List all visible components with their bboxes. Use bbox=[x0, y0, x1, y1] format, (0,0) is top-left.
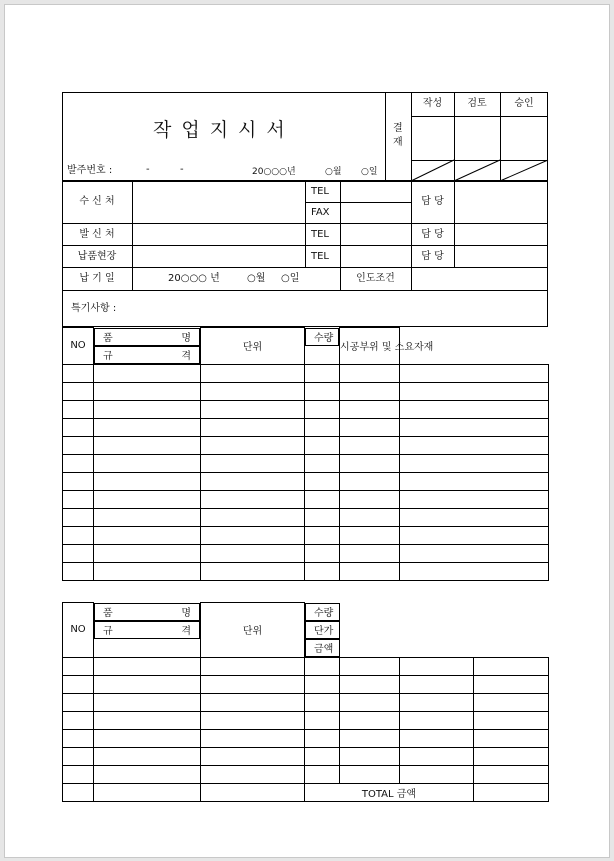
total-row bbox=[63, 783, 549, 801]
work-item-cell-unit[interactable] bbox=[305, 526, 340, 544]
site-tel-field[interactable] bbox=[341, 246, 411, 267]
work-item-cell-no[interactable] bbox=[63, 454, 94, 472]
col-header-qty: 수 량 bbox=[305, 328, 339, 346]
delivery-terms-field[interactable] bbox=[412, 268, 548, 290]
work-item-cell-spec[interactable] bbox=[201, 418, 305, 436]
price-item-cell-unit[interactable] bbox=[305, 765, 340, 783]
sender-manager-label: 담 당 bbox=[421, 229, 444, 240]
price-item-cell-unit[interactable] bbox=[305, 675, 340, 693]
work-item-cell-item[interactable] bbox=[94, 472, 201, 490]
price-item-cell-amount[interactable] bbox=[474, 693, 549, 711]
approval-label: 결 재 bbox=[393, 123, 403, 148]
work-item-cell-spec[interactable] bbox=[201, 382, 305, 400]
work-item-cell-unit[interactable] bbox=[305, 544, 340, 562]
price-item-cell-amount[interactable] bbox=[474, 765, 549, 783]
work-item-cell-qty[interactable] bbox=[340, 472, 400, 490]
recipient-label: 수 신 처 bbox=[79, 196, 115, 207]
remarks-label: 특기사항 : bbox=[71, 303, 117, 314]
col-header-no: NO bbox=[63, 603, 94, 658]
due-date-label: 납 기 일 bbox=[79, 273, 115, 284]
price-item-cell-spec[interactable] bbox=[201, 765, 305, 783]
price-item-cell-amount[interactable] bbox=[474, 675, 549, 693]
work-item-cell-item[interactable] bbox=[94, 436, 201, 454]
price-item-cell-amount[interactable] bbox=[474, 747, 549, 765]
work-item-cell-item[interactable] bbox=[94, 418, 201, 436]
approval-col-approve: 승인 bbox=[514, 98, 534, 109]
col-header-spec: 규 격 bbox=[94, 621, 200, 639]
col-header-unit: 단위 bbox=[201, 328, 305, 365]
approval-signature-box-write[interactable] bbox=[412, 117, 454, 160]
order-date-day: ○일 bbox=[361, 167, 378, 177]
work-item-cell-item[interactable] bbox=[94, 544, 201, 562]
work-item-cell-unit[interactable] bbox=[305, 364, 340, 382]
price-item-cell-item[interactable] bbox=[94, 657, 201, 675]
total-item-cell[interactable] bbox=[94, 783, 201, 801]
work-item-cell-qty[interactable] bbox=[340, 490, 400, 508]
work-item-cell-usage[interactable] bbox=[400, 472, 549, 490]
work-item-cell-usage[interactable] bbox=[400, 490, 549, 508]
work-item-cell-unit[interactable] bbox=[305, 490, 340, 508]
work-item-cell-spec[interactable] bbox=[201, 472, 305, 490]
price-item-cell-spec[interactable] bbox=[201, 693, 305, 711]
work-item-row bbox=[63, 508, 549, 526]
price-item-cell-unit[interactable] bbox=[305, 747, 340, 765]
col-header-unit-price: 단 가 bbox=[305, 621, 340, 639]
price-item-cell-spec[interactable] bbox=[201, 711, 305, 729]
due-date-year: 20○○○ 년 bbox=[168, 273, 220, 284]
work-item-cell-item[interactable] bbox=[94, 364, 201, 382]
price-item-cell-qty[interactable] bbox=[340, 747, 400, 765]
document-page bbox=[4, 4, 610, 858]
work-item-cell-unit[interactable] bbox=[305, 472, 340, 490]
price-item-cell-no[interactable] bbox=[63, 747, 94, 765]
col-header-spec: 규 격 bbox=[94, 346, 200, 364]
price-item-cell-qty[interactable] bbox=[340, 657, 400, 675]
price-item-cell-item[interactable] bbox=[94, 711, 201, 729]
work-item-cell-no[interactable] bbox=[63, 400, 94, 418]
price-item-row bbox=[63, 693, 549, 711]
recipient-manager-label: 담 당 bbox=[421, 196, 444, 207]
work-item-cell-qty[interactable] bbox=[340, 382, 400, 400]
site-manager-field[interactable] bbox=[455, 246, 548, 267]
price-item-row bbox=[63, 711, 549, 729]
work-item-cell-qty[interactable] bbox=[340, 436, 400, 454]
price-item-cell-spec[interactable] bbox=[201, 675, 305, 693]
work-item-cell-no[interactable] bbox=[63, 508, 94, 526]
price-item-cell-qty[interactable] bbox=[340, 675, 400, 693]
work-item-row bbox=[63, 364, 549, 382]
recipient-manager-field[interactable] bbox=[455, 182, 548, 223]
work-item-row bbox=[63, 490, 549, 508]
col-header-item: 품 명 bbox=[94, 328, 200, 346]
work-item-cell-spec[interactable] bbox=[201, 454, 305, 472]
remarks-field[interactable] bbox=[130, 291, 548, 327]
price-item-row bbox=[63, 765, 549, 783]
order-date-year: 20○○○년 bbox=[252, 167, 296, 177]
price-item-row bbox=[63, 729, 549, 747]
price-item-cell-unit-price[interactable] bbox=[400, 657, 474, 675]
sender-tel-field[interactable] bbox=[341, 224, 411, 245]
work-item-cell-no[interactable] bbox=[63, 418, 94, 436]
site-field[interactable] bbox=[133, 246, 305, 267]
price-item-cell-no[interactable] bbox=[63, 675, 94, 693]
work-item-cell-spec[interactable] bbox=[201, 364, 305, 382]
work-item-cell-item[interactable] bbox=[94, 562, 201, 580]
work-item-cell-no[interactable] bbox=[63, 490, 94, 508]
work-item-row bbox=[63, 526, 549, 544]
price-item-cell-spec[interactable] bbox=[201, 657, 305, 675]
order-no-sep-1: - bbox=[146, 164, 150, 175]
work-item-cell-spec[interactable] bbox=[201, 544, 305, 562]
sender-tel-label: TEL bbox=[311, 229, 329, 240]
work-item-cell-usage[interactable] bbox=[400, 418, 549, 436]
price-item-cell-no[interactable] bbox=[63, 729, 94, 747]
price-item-cell-no[interactable] bbox=[63, 657, 94, 675]
approval-col-review: 검토 bbox=[467, 98, 487, 109]
work-item-cell-no[interactable] bbox=[63, 436, 94, 454]
recipient-fax-label: FAX bbox=[311, 207, 330, 218]
price-item-cell-unit-price[interactable] bbox=[400, 675, 474, 693]
total-amount-field[interactable] bbox=[474, 783, 549, 801]
price-item-cell-no[interactable] bbox=[63, 765, 94, 783]
work-item-cell-unit[interactable] bbox=[305, 382, 340, 400]
sender-label: 발 신 처 bbox=[79, 229, 115, 240]
work-item-cell-qty[interactable] bbox=[340, 562, 400, 580]
work-item-cell-spec[interactable] bbox=[201, 508, 305, 526]
work-item-cell-qty[interactable] bbox=[340, 454, 400, 472]
price-item-cell-no[interactable] bbox=[63, 693, 94, 711]
site-manager-label: 담 당 bbox=[421, 251, 444, 262]
price-item-cell-unit-price[interactable] bbox=[400, 711, 474, 729]
price-item-row bbox=[63, 675, 549, 693]
approval-signature-box-review[interactable] bbox=[455, 117, 500, 160]
work-item-row bbox=[63, 400, 549, 418]
work-item-row bbox=[63, 436, 549, 454]
work-item-cell-item[interactable] bbox=[94, 490, 201, 508]
recipient-fax-field[interactable] bbox=[341, 203, 411, 223]
price-item-cell-qty[interactable] bbox=[340, 711, 400, 729]
work-item-row bbox=[63, 418, 549, 436]
work-item-cell-usage[interactable] bbox=[400, 526, 549, 544]
price-item-cell-unit-price[interactable] bbox=[400, 765, 474, 783]
price-item-row bbox=[63, 747, 549, 765]
work-item-cell-spec[interactable] bbox=[201, 490, 305, 508]
site-label: 납품현장 bbox=[77, 251, 117, 262]
price-item-cell-item[interactable] bbox=[94, 747, 201, 765]
work-item-cell-unit[interactable] bbox=[305, 436, 340, 454]
price-items-table bbox=[62, 602, 549, 802]
work-item-cell-usage[interactable] bbox=[400, 364, 549, 382]
work-item-cell-item[interactable] bbox=[94, 508, 201, 526]
work-item-cell-usage[interactable] bbox=[400, 562, 549, 580]
order-no-sep-2: - bbox=[180, 164, 184, 175]
price-item-cell-unit-price[interactable] bbox=[400, 747, 474, 765]
sender-field[interactable] bbox=[133, 224, 305, 245]
work-item-cell-qty[interactable] bbox=[340, 526, 400, 544]
work-item-cell-no[interactable] bbox=[63, 562, 94, 580]
price-items-header-row bbox=[63, 603, 549, 658]
total-amount-label: TOTAL 금액 bbox=[305, 783, 474, 801]
work-item-cell-no[interactable] bbox=[63, 382, 94, 400]
work-item-cell-no[interactable] bbox=[63, 544, 94, 562]
price-item-cell-spec[interactable] bbox=[201, 747, 305, 765]
price-item-cell-qty[interactable] bbox=[340, 765, 400, 783]
work-item-cell-spec[interactable] bbox=[201, 400, 305, 418]
work-item-cell-unit[interactable] bbox=[305, 562, 340, 580]
price-item-row bbox=[63, 657, 549, 675]
work-item-cell-unit[interactable] bbox=[305, 400, 340, 418]
total-no-cell[interactable] bbox=[63, 783, 94, 801]
price-item-cell-amount[interactable] bbox=[474, 657, 549, 675]
price-item-cell-qty[interactable] bbox=[340, 729, 400, 747]
work-item-row bbox=[63, 544, 549, 562]
price-item-cell-amount[interactable] bbox=[474, 729, 549, 747]
recipient-tel-field[interactable] bbox=[341, 182, 411, 202]
col-header-no: NO bbox=[63, 328, 94, 365]
work-item-row bbox=[63, 472, 549, 490]
work-item-cell-unit[interactable] bbox=[305, 454, 340, 472]
due-date-month: ○월 bbox=[247, 273, 266, 284]
work-item-cell-usage[interactable] bbox=[400, 508, 549, 526]
col-header-unit: 단위 bbox=[201, 603, 305, 658]
work-item-cell-no[interactable] bbox=[63, 472, 94, 490]
price-item-cell-unit[interactable] bbox=[305, 693, 340, 711]
price-item-cell-unit[interactable] bbox=[305, 657, 340, 675]
work-items-table bbox=[62, 327, 549, 581]
recipient-field[interactable] bbox=[133, 182, 305, 223]
site-tel-label: TEL bbox=[311, 251, 329, 262]
price-item-cell-item[interactable] bbox=[94, 765, 201, 783]
col-header-qty: 수 량 bbox=[305, 603, 340, 621]
work-item-cell-qty[interactable] bbox=[340, 400, 400, 418]
work-item-row bbox=[63, 454, 549, 472]
price-item-cell-unit-price[interactable] bbox=[400, 693, 474, 711]
approval-slash-lines bbox=[411, 160, 548, 181]
order-date-month: ○월 bbox=[325, 167, 342, 177]
work-item-cell-spec[interactable] bbox=[201, 526, 305, 544]
work-item-cell-qty[interactable] bbox=[340, 508, 400, 526]
work-item-cell-unit[interactable] bbox=[305, 508, 340, 526]
work-item-cell-usage[interactable] bbox=[400, 400, 549, 418]
due-date-day: ○일 bbox=[281, 273, 300, 284]
price-item-cell-qty[interactable] bbox=[340, 693, 400, 711]
approval-col-write: 작성 bbox=[422, 98, 443, 109]
work-item-row bbox=[63, 562, 549, 580]
work-item-cell-usage[interactable] bbox=[400, 382, 549, 400]
work-item-cell-qty[interactable] bbox=[340, 418, 400, 436]
price-item-cell-unit[interactable] bbox=[305, 729, 340, 747]
work-item-cell-no[interactable] bbox=[63, 526, 94, 544]
document-title: 작업지시서 bbox=[153, 119, 295, 141]
work-item-row bbox=[63, 382, 549, 400]
work-item-cell-item[interactable] bbox=[94, 400, 201, 418]
work-item-cell-item[interactable] bbox=[94, 454, 201, 472]
work-item-cell-unit[interactable] bbox=[305, 418, 340, 436]
recipient-tel-label: TEL bbox=[311, 186, 329, 197]
order-no-label: 발주번호 : bbox=[67, 165, 113, 176]
price-item-cell-item[interactable] bbox=[94, 729, 201, 747]
work-item-cell-qty[interactable] bbox=[340, 364, 400, 382]
work-item-cell-qty[interactable] bbox=[340, 544, 400, 562]
col-header-item: 품 명 bbox=[94, 603, 200, 621]
work-item-cell-usage[interactable] bbox=[400, 436, 549, 454]
work-item-cell-item[interactable] bbox=[94, 526, 201, 544]
price-item-cell-item[interactable] bbox=[94, 693, 201, 711]
total-spec-cell[interactable] bbox=[201, 783, 305, 801]
col-header-amount: 금 액 bbox=[305, 639, 340, 657]
work-item-cell-no[interactable] bbox=[63, 364, 94, 382]
work-item-cell-usage[interactable] bbox=[400, 454, 549, 472]
price-item-cell-spec[interactable] bbox=[201, 729, 305, 747]
work-item-cell-spec[interactable] bbox=[201, 562, 305, 580]
approval-signature-box-approve[interactable] bbox=[501, 117, 548, 160]
col-header-usage: 시공부위 및 소요자재 bbox=[340, 328, 400, 365]
price-item-cell-unit-price[interactable] bbox=[400, 729, 474, 747]
price-item-cell-amount[interactable] bbox=[474, 711, 549, 729]
price-item-cell-item[interactable] bbox=[94, 675, 201, 693]
sender-manager-field[interactable] bbox=[455, 224, 548, 245]
price-item-cell-no[interactable] bbox=[63, 711, 94, 729]
delivery-terms-label: 인도조건 bbox=[356, 273, 395, 284]
work-item-cell-usage[interactable] bbox=[400, 544, 549, 562]
price-item-cell-unit[interactable] bbox=[305, 711, 340, 729]
work-items-header-row bbox=[63, 328, 549, 365]
work-item-cell-spec[interactable] bbox=[201, 436, 305, 454]
work-item-cell-item[interactable] bbox=[94, 382, 201, 400]
